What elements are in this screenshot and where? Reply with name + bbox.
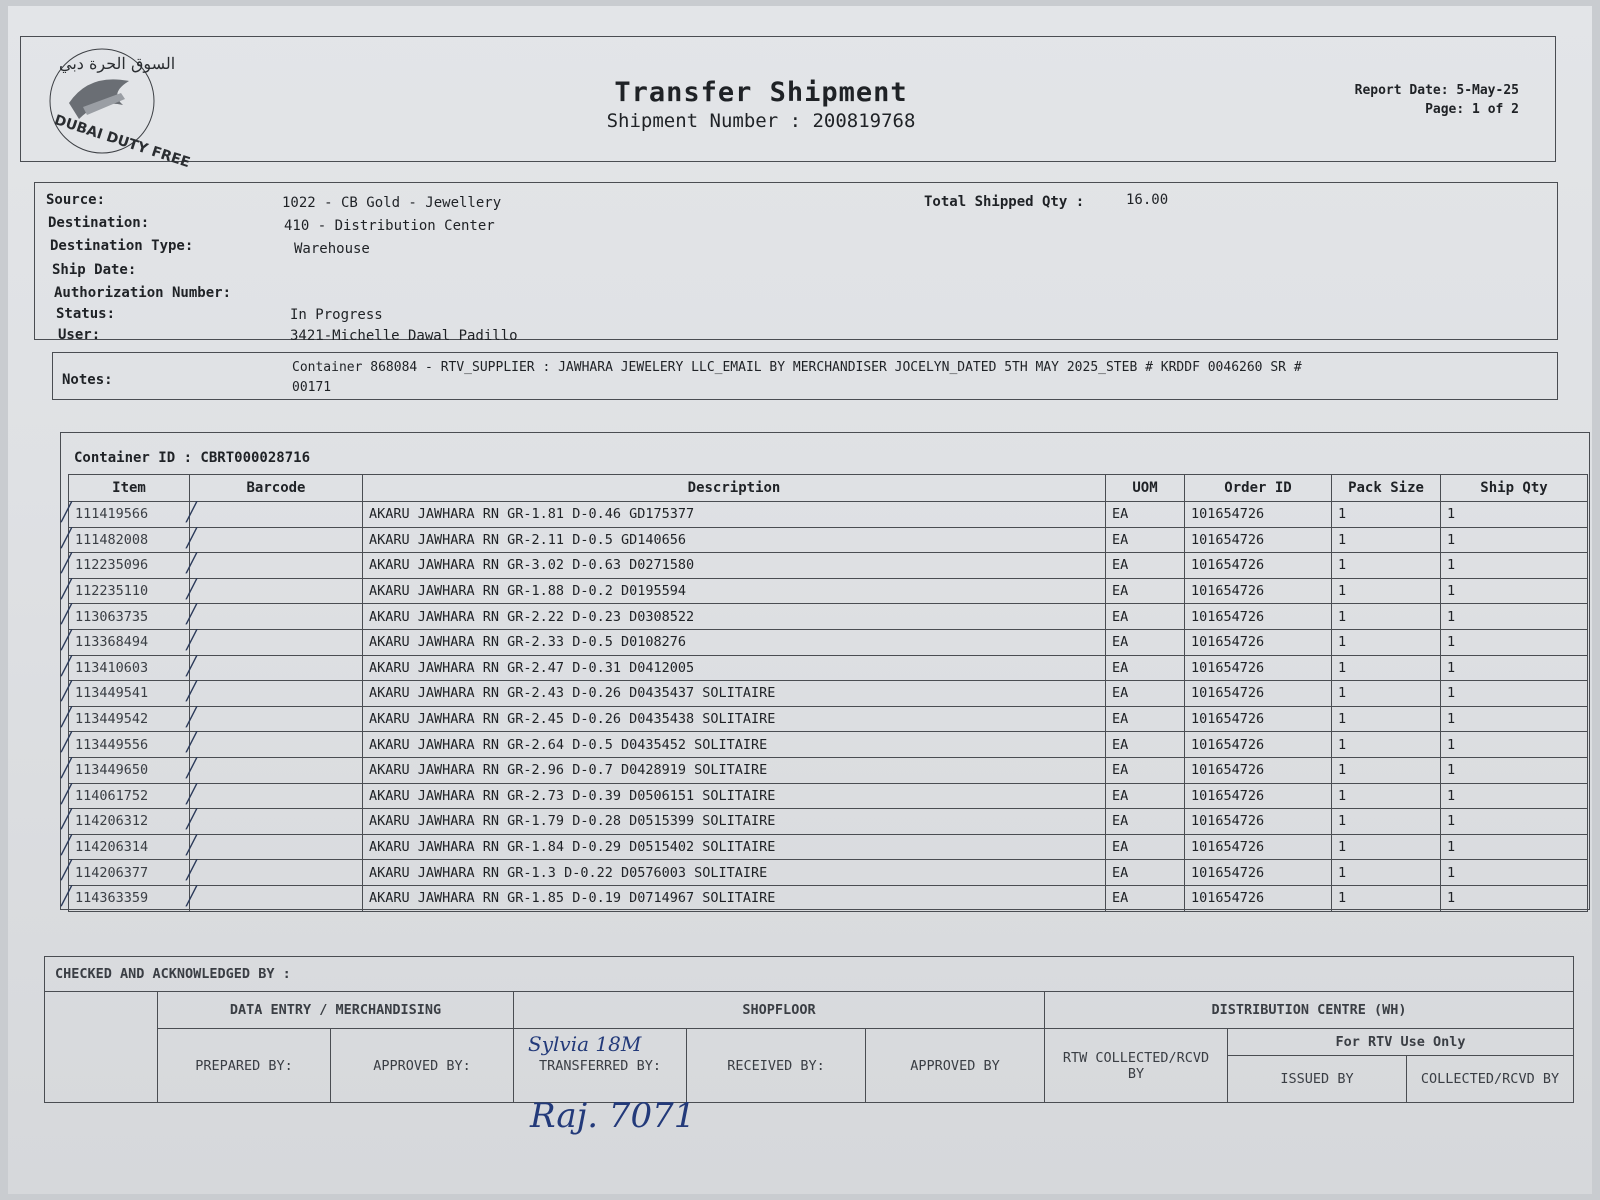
uom-cell: EA [1106,885,1185,911]
total-shipped-label: Total Shipped Qty : [924,194,1085,210]
ship-qty-cell: 1 [1441,706,1588,732]
check-mark-icon: ╱ [61,502,72,523]
pack-size-cell: 1 [1332,809,1441,835]
uom-cell: EA [1106,553,1185,579]
check-mark-icon: ╱ [61,860,72,882]
barcode-cell [190,834,363,860]
barcode-cell [190,527,363,553]
description-cell: AKARU JAWHARA RN GR-2.33 D-0.5 D0108276 [363,629,1106,655]
status-value: In Progress [290,307,383,323]
barcode-cell [190,681,363,707]
authorization-label: Authorization Number: [54,285,232,301]
check-mark-icon: ╱ [186,706,197,728]
col-pack-size: Pack Size [1332,475,1441,502]
col-item: Item [69,475,190,502]
item-cell: 113063735 ╱ ╱ [69,604,190,630]
order-id-cell: 101654726 [1185,629,1332,655]
barcode-cell [190,604,363,630]
pack-size-cell: 1 [1332,655,1441,681]
group-distribution-centre: DISTRIBUTION CENTRE (WH) [1045,992,1574,1029]
check-mark-icon: ╱ [61,527,72,549]
source-label: Source: [46,192,106,208]
collected-rcvd-by: COLLECTED/RCVD BY [1407,1056,1574,1103]
document-sheet [8,6,1592,1194]
col-uom: UOM [1106,475,1185,502]
uom-cell: EA [1106,783,1185,809]
table-row [69,706,1588,732]
table-row [69,578,1588,604]
table-row [69,783,1588,809]
order-id-cell: 101654726 [1185,732,1332,758]
uom-cell: EA [1106,706,1185,732]
uom-cell: EA [1106,655,1185,681]
col-order-id: Order ID [1185,475,1332,502]
barcode-cell [190,578,363,604]
ship-date-label: Ship Date: [52,262,137,278]
item-cell: 113449556 ╱ ╱ [69,732,190,758]
ship-qty-cell: 1 [1441,783,1588,809]
order-id-cell: 101654726 [1185,706,1332,732]
items-table [61,474,1588,912]
description-cell: AKARU JAWHARA RN GR-1.85 D-0.19 D0714967 SOLITAIRE [363,885,1106,911]
order-id-cell: 101654726 [1185,553,1332,579]
col-barcode: Barcode [190,475,363,502]
check-mark-icon: ╱ [61,629,72,651]
ship-qty-cell: 1 [1441,527,1588,553]
check-mark-icon: ╱ [186,655,197,677]
check-mark-icon: ╱ [186,860,197,882]
check-mark-icon: ╱ [61,655,72,677]
table-row [69,757,1588,783]
table-row [69,834,1588,860]
table-row [69,732,1588,758]
pack-size-cell: 1 [1332,527,1441,553]
handwritten-signature-1: Sylvia 18M [528,1032,642,1056]
description-cell: AKARU JAWHARA RN GR-2.96 D-0.7 D0428919 SOLITAIRE [363,757,1106,783]
item-cell: 113449542 ╱ ╱ [69,706,190,732]
check-mark-icon: ╱ [61,834,72,856]
uom-cell: EA [1106,578,1185,604]
pack-size-cell: 1 [1332,604,1441,630]
check-mark-icon: ╱ [186,681,197,703]
check-mark-icon: ╱ [61,578,72,600]
item-cell: 114061752 ╱ ╱ [69,783,190,809]
report-title: Transfer Shipment [614,77,908,108]
svg-text:DUBAI DUTY FREE: DUBAI DUTY FREE [52,112,192,172]
notes-label: Notes: [62,372,113,388]
description-cell: AKARU JAWHARA RN GR-2.45 D-0.26 D0435438 SOLITAIRE [363,706,1106,732]
check-mark-icon: ╱ [186,809,197,831]
order-id-cell: 101654726 [1185,860,1332,886]
pack-size-cell: 1 [1332,502,1441,528]
order-id-cell: 101654726 [1185,783,1332,809]
check-mark-icon: ╱ [61,885,72,907]
group-shopfloor: SHOPFLOOR [514,992,1045,1029]
description-cell: AKARU JAWHARA RN GR-1.84 D-0.29 D0515402 SOLITAIRE [363,834,1106,860]
pack-size-cell: 1 [1332,629,1441,655]
ship-qty-cell: 1 [1441,681,1588,707]
rtv-use-only: For RTV Use Only [1228,1029,1574,1056]
item-cell: 113410603 ╱ ╱ [69,655,190,681]
shipment-number: Shipment Number : 200819768 [606,110,916,132]
ship-qty-cell: 1 [1441,502,1588,528]
check-mark-icon: ╱ [61,706,72,728]
barcode-cell [190,783,363,809]
notes-line-1: Container 868084 - RTV_SUPPLIER : JAWHARA JEWELERY LLC_EMAIL BY MERCHANDISER JOCELYN_DATED 5TH MAY 2025_STEB # KRDDF 0046260 SR # [292,360,1302,375]
description-cell: AKARU JAWHARA RN GR-1.81 D-0.46 GD175377 [363,502,1106,528]
svg-text:السوق الحرة دبي: السوق الحرة دبي [59,54,176,73]
col-description: Description [363,475,1106,502]
order-id-cell: 101654726 [1185,527,1332,553]
order-id-cell: 101654726 [1185,502,1332,528]
item-cell: 113449650 ╱ ╱ [69,757,190,783]
item-cell: 114206312 ╱ ╱ [69,809,190,835]
barcode-cell [190,706,363,732]
uom-cell: EA [1106,527,1185,553]
ship-qty-cell: 1 [1441,553,1588,579]
dubai-duty-free-logo [39,43,192,172]
barcode-cell [190,553,363,579]
status-label: Status: [56,306,116,322]
transferred-by: TRANSFERRED BY: [514,1029,687,1103]
ship-qty-cell: 1 [1441,809,1588,835]
uom-cell: EA [1106,834,1185,860]
notes-line-2: 00171 [292,380,332,395]
group-data-entry: DATA ENTRY / MERCHANDISING [158,992,514,1029]
description-cell: AKARU JAWHARA RN GR-2.43 D-0.26 D0435437 SOLITAIRE [363,681,1106,707]
item-cell: 112235096 ╱ ╱ [69,553,190,579]
shipment-info-box [34,182,1558,340]
check-mark-icon: ╱ [186,553,197,575]
table-body [61,502,1588,912]
description-cell: AKARU JAWHARA RN GR-2.11 D-0.5 GD140656 [363,527,1106,553]
uom-cell: EA [1106,757,1185,783]
check-mark-icon: ╱ [186,834,197,856]
destination-label: Destination: [48,215,150,231]
check-mark-icon: ╱ [186,502,197,523]
item-cell: 112235110 ╱ ╱ [69,578,190,604]
table-row [69,860,1588,886]
ship-qty-cell: 1 [1441,604,1588,630]
check-mark-icon: ╱ [186,629,197,651]
check-mark-icon: ╱ [61,783,72,805]
order-id-cell: 101654726 [1185,681,1332,707]
barcode-cell [190,809,363,835]
pack-size-cell: 1 [1332,783,1441,809]
order-id-cell: 101654726 [1185,809,1332,835]
user-value: 3421-Michelle Dawal Padillo [290,328,518,344]
table-header-row [69,475,1588,502]
description-cell: AKARU JAWHARA RN GR-3.02 D-0.63 D0271580 [363,553,1106,579]
order-id-cell: 101654726 [1185,655,1332,681]
check-mark-icon: ╱ [61,604,72,626]
check-mark-icon: ╱ [186,527,197,549]
col-ship-qty: Ship Qty [1441,475,1588,502]
order-id-cell: 101654726 [1185,604,1332,630]
header-box [20,36,1556,172]
item-cell: 114206377 ╱ ╱ [69,860,190,886]
pack-size-cell: 1 [1332,757,1441,783]
description-cell: AKARU JAWHARA RN GR-2.73 D-0.39 D0506151 SOLITAIRE [363,783,1106,809]
ship-qty-cell: 1 [1441,629,1588,655]
ship-qty-cell: 1 [1441,757,1588,783]
barcode-cell [190,757,363,783]
report-date: Report Date: 5-May-25 [1354,83,1519,98]
item-cell: 114206314 ╱ ╱ [69,834,190,860]
check-mark-icon: ╱ [186,732,197,754]
pack-size-cell: 1 [1332,706,1441,732]
table-row [69,527,1588,553]
order-id-cell: 101654726 [1185,757,1332,783]
checked-acknowledged-label: CHECKED AND ACKNOWLEDGED BY : [45,957,1574,992]
pack-size-cell: 1 [1332,834,1441,860]
ship-qty-cell: 1 [1441,732,1588,758]
page-number: Page: 1 of 2 [1425,102,1519,117]
ship-qty-cell: 1 [1441,885,1588,911]
blank-cell [45,992,158,1103]
check-mark-icon: ╱ [186,578,197,600]
barcode-cell [190,732,363,758]
description-cell: AKARU JAWHARA RN GR-1.79 D-0.28 D0515399 SOLITAIRE [363,809,1106,835]
uom-cell: EA [1106,502,1185,528]
item-cell: 111419566 ╱ ╱ [69,502,190,528]
uom-cell: EA [1106,809,1185,835]
barcode-cell [190,860,363,886]
barcode-cell [190,885,363,911]
received-by: RECEIVED BY: [687,1029,866,1103]
report-title-block [561,77,961,132]
acknowledgement-table [44,956,1574,1103]
uom-cell: EA [1106,860,1185,886]
uom-cell: EA [1106,681,1185,707]
check-mark-icon: ╱ [61,757,72,779]
description-cell: AKARU JAWHARA RN GR-2.47 D-0.31 D0412005 [363,655,1106,681]
pack-size-cell: 1 [1332,553,1441,579]
prepared-by: PREPARED BY: [158,1029,331,1103]
check-mark-icon: ╱ [61,681,72,703]
issued-by: ISSUED BY [1228,1056,1407,1103]
ship-qty-cell: 1 [1441,834,1588,860]
approved-by-merch: APPROVED BY: [331,1029,514,1103]
check-mark-icon: ╱ [186,604,197,626]
destination-type-value: Warehouse [294,241,370,257]
description-cell: AKARU JAWHARA RN GR-1.3 D-0.22 D0576003 SOLITAIRE [363,860,1106,886]
pack-size-cell: 1 [1332,860,1441,886]
description-cell: AKARU JAWHARA RN GR-1.88 D-0.2 D0195594 [363,578,1106,604]
table-row [69,502,1588,528]
uom-cell: EA [1106,732,1185,758]
uom-cell: EA [1106,604,1185,630]
ship-qty-cell: 1 [1441,655,1588,681]
order-id-cell: 101654726 [1185,885,1332,911]
pack-size-cell: 1 [1332,732,1441,758]
item-cell: 113449541 ╱ ╱ [69,681,190,707]
check-mark-icon: ╱ [61,732,72,754]
barcode-cell [190,629,363,655]
barcode-cell [190,502,363,528]
report-meta [1355,81,1519,119]
check-mark-icon: ╱ [186,783,197,805]
total-shipped-value: 16.00 [1126,192,1169,208]
check-mark-icon: ╱ [186,885,197,907]
pack-size-cell: 1 [1332,885,1441,911]
item-cell: 114363359 ╱ ╱ [69,885,190,911]
user-label: User: [58,327,101,343]
item-cell: 111482008 ╱ ╱ [69,527,190,553]
barcode-cell [190,655,363,681]
table-row [69,655,1588,681]
table-row [69,604,1588,630]
ship-qty-cell: 1 [1441,578,1588,604]
source-value: 1022 - CB Gold - Jewellery [282,195,502,211]
approved-by-shopfloor: APPROVED BY [866,1029,1045,1103]
table-row [69,553,1588,579]
uom-cell: EA [1106,629,1185,655]
pack-size-cell: 1 [1332,578,1441,604]
description-cell: AKARU JAWHARA RN GR-2.64 D-0.5 D0435452 SOLITAIRE [363,732,1106,758]
description-cell: AKARU JAWHARA RN GR-2.22 D-0.23 D0308522 [363,604,1106,630]
order-id-cell: 101654726 [1185,578,1332,604]
handwritten-signature-2: Raj. 7071 [530,1096,696,1136]
table-row [69,629,1588,655]
check-mark-icon: ╱ [186,757,197,779]
table-row [69,809,1588,835]
destination-type-label: Destination Type: [50,238,194,254]
table-row [69,885,1588,911]
container-id: Container ID : CBRT000028716 [74,450,311,466]
check-mark-icon: ╱ [61,809,72,831]
ship-qty-cell: 1 [1441,860,1588,886]
item-cell: 113368494 ╱ ╱ [69,629,190,655]
check-mark-icon: ╱ [61,553,72,575]
pack-size-cell: 1 [1332,681,1441,707]
order-id-cell: 101654726 [1185,834,1332,860]
rtw-collected: RTW COLLECTED/RCVD BY [1045,1029,1228,1103]
table-row [69,681,1588,707]
destination-value: 410 - Distribution Center [284,218,495,234]
